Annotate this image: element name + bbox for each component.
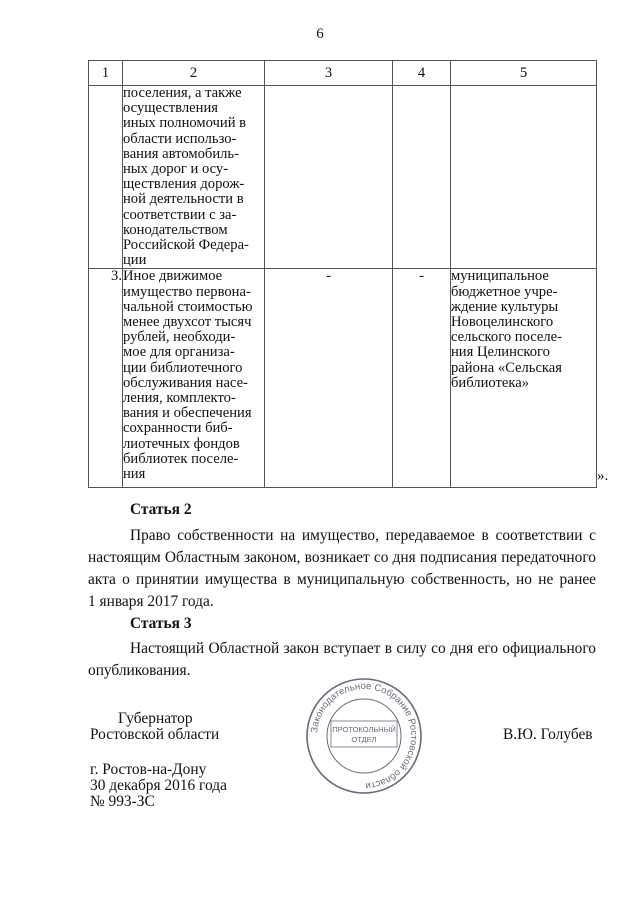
text-line: чальной стоимостью [123,298,253,315]
article-2-text [88,525,596,613]
text-line: ной деятельности в [123,191,244,208]
text-line: сохранности биб- [123,420,233,437]
cell-col-3: - [265,269,393,488]
property-description [123,86,265,269]
text-line: сельского поселе- [451,329,562,346]
cell-col-4: - [393,269,451,488]
article-3-title: Статья 3 [130,615,192,632]
text-line: ления, комплекто- [123,390,236,407]
stamp-ring-text: Законодательное Собрание Ростовской области [309,680,420,792]
table-row [89,86,597,269]
text-line: библиотека» [451,374,529,391]
header-col-1: 1 [89,61,123,86]
text-line: ществления дорож- [123,176,245,193]
header-col-5: 5 [451,61,597,86]
property-description [123,269,265,488]
text-line: имущество первона- [123,283,251,300]
text-line: области использо- [123,130,237,147]
text-line: ции библиотечного [123,359,243,376]
text-line: библиотек поселе- [123,450,239,467]
text-line: обслуживания насе- [123,374,248,391]
law-number: № 993-ЗС [90,793,155,810]
text-line: Иное движимое [123,268,223,285]
governor-name: В.Ю. Голубев [503,726,593,743]
text-line: опубликования. [88,662,191,679]
text-line: акта о принятии имущества в муниципальную собственность, но не ранее [88,571,596,588]
cell-col-4 [393,86,451,269]
governor-title-line2: Ростовской области [90,726,220,743]
text-line: иных полномочий в [123,115,247,132]
property-table [88,60,597,488]
recipient-organization [451,269,597,488]
page-number: 6 [316,26,324,42]
closing-quote: ». [597,468,609,484]
text-line: Новоцелинского [451,314,554,331]
text-line: мое для организа- [123,344,235,361]
text-line: 1 января 2017 года. [88,593,214,610]
row-number [89,86,123,269]
table-row [89,269,597,488]
text-line: ных дорог и осу- [123,161,229,178]
text-line: соответствии с за- [123,206,237,223]
text-line: ждение культуры [451,298,559,315]
text-line: вания автомобиль- [123,145,239,162]
text-line: Право собственности на имущество, передаваемое в соответствии с [130,527,596,544]
header-col-2: 2 [123,61,265,86]
text-line: бюджетное учре- [451,283,558,300]
text-line: настоящим Областным законом, возникает со дня подписания передаточного [88,549,596,566]
stamp-center-line2: ОТДЕЛ [351,735,377,744]
text-line: Российской Федера- [123,237,249,254]
text-line: осуществления [123,100,218,117]
row-number: 3. [89,269,123,488]
text-line: конодательством [123,221,228,238]
text-line: менее двухсот тысяч [123,314,252,331]
cell-col-3 [265,86,393,269]
stamp-center-line1: ПРОТОКОЛЬНЫЙ [332,725,396,734]
article-2-title: Статья 2 [130,501,192,518]
text-line: рублей, необходи- [123,329,236,346]
text-line: муниципальное [451,268,549,285]
text-line: ции [123,252,147,269]
text-line: лиотечных фондов [123,435,240,452]
text-line: ния [123,466,146,483]
table-header-row [89,61,597,86]
recipient-organization [451,86,597,269]
header-col-4: 4 [393,61,451,86]
signing-date: 30 декабря 2016 года [90,777,227,794]
text-line: ния Целинского [451,344,550,361]
text-line: поселения, а также [123,85,242,101]
header-col-3: 3 [265,61,393,86]
text-line: вания и обеспечения [123,405,252,422]
official-stamp [304,676,424,796]
text-line: Настоящий Областной закон вступает в силу со дня его официального [130,640,596,657]
text-line: района «Сельская [451,359,562,376]
signing-city: г. Ростов-на-Дону [90,761,207,778]
governor-title-line1: Губернатор [118,710,193,727]
